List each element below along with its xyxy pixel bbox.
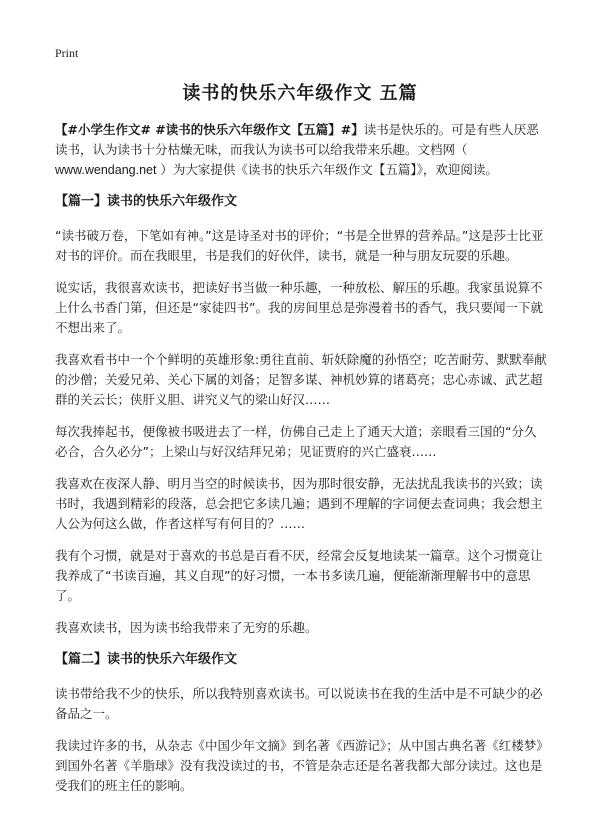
- section-1-paragraph: 我喜欢在夜深人静、明月当空的时候读书，因为那时很安静，无法扰乱我读书的兴致；读书时，我遇到精彩的段落，总会把它多读几遍；遇到不理解的字词便去查词典；我会想主人公为何这么做，作者这样写有何目的？……: [55, 476, 543, 531]
- section-1-paragraph: 我有个习惯，就是对于喜欢的书总是百看不厌，经常会反复地读某一篇章。这个习惯竟让我养成了“书读百遍，其义自现”的好习惯，一本书多读几遍，便能渐渐理解书中的意思了。: [55, 548, 543, 603]
- section-1-paragraph: 我喜欢看书中一个个鲜明的英雄形象:勇往直前、斩妖除魔的孙悟空；吃苦耐劳、默默奉献的沙僧；关爱兄弟、关心下属的刘备；足智多谋、神机妙算的诸葛亮；忠心赤诚、武艺超群的关云长；侠肝义胆、讲究义气的梁山好汉……: [55, 352, 547, 407]
- page-title: 读书的快乐六年级作文 五篇: [182, 83, 418, 104]
- section-1-paragraph: “读书破万卷，下笔如有神。”这是诗圣对书的评价；“书是全世界的营养品。”这是莎士比亚对书的评价。而在我眼里，书是我们的好伙伴，读书，就是一种与朋友玩耍的乐趣。: [55, 228, 544, 263]
- section-1-paragraph: 说实话，我很喜欢读书，把读好书当做一种乐趣，一种放松、解压的乐趣。我家虽说算不上什么书香门第，但还是“家徒四书”。我的房间里总是弥漫着书的香气，我只要闻一下就不想出来了。: [55, 280, 543, 335]
- section-heading-2: 【篇二】读书的快乐六年级作文: [55, 652, 238, 667]
- intro-text-after: ）为大家提供《读书的快乐六年级作文【五篇】》，欢迎阅读。: [156, 162, 498, 177]
- intro-text: 读书是快乐的。可是有些人厌恶读书，认为读书十分枯燥无味，而我认为读书可以给我带来乐趣。文档网（: [55, 122, 539, 157]
- article-body: [55, 120, 548, 808]
- section-1-paragraph: 每次我捧起书，便像被书吸进去了一样，仿佛自己走上了通天大道；亲眼看三国的“分久必合，合久必分”；上梁山与好汉结拜兄弟；见证贾府的兴亡盛衰……: [55, 424, 537, 459]
- section-2-paragraph: 我读过许多的书，从杂志《中国少年文摘》到名著《西游记》；从中国古典名著《红楼梦》到国外名著《羊脂球》没有我没读过的书，不管是杂志还是名著我都大部分读过。这也是受我们的班主任的影响。: [55, 738, 543, 793]
- intro-tag: 【#小学生作文# #读书的快乐六年级作文【五篇】#】: [55, 122, 364, 137]
- section-2-paragraph: 读书带给我不少的快乐，所以我特别喜欢读书。可以说读书在我的生活中是不可缺少的必备品之一。: [55, 686, 543, 721]
- print-label: Print: [55, 46, 79, 60]
- section-1-paragraph: 我喜欢读书，因为读书给我带来了无穷的乐趣。: [55, 620, 318, 635]
- intro-paragraph: [55, 120, 548, 180]
- site-link[interactable]: www.wendang.net: [55, 163, 157, 177]
- section-heading-1: 【篇一】读书的快乐六年级作文: [55, 194, 238, 209]
